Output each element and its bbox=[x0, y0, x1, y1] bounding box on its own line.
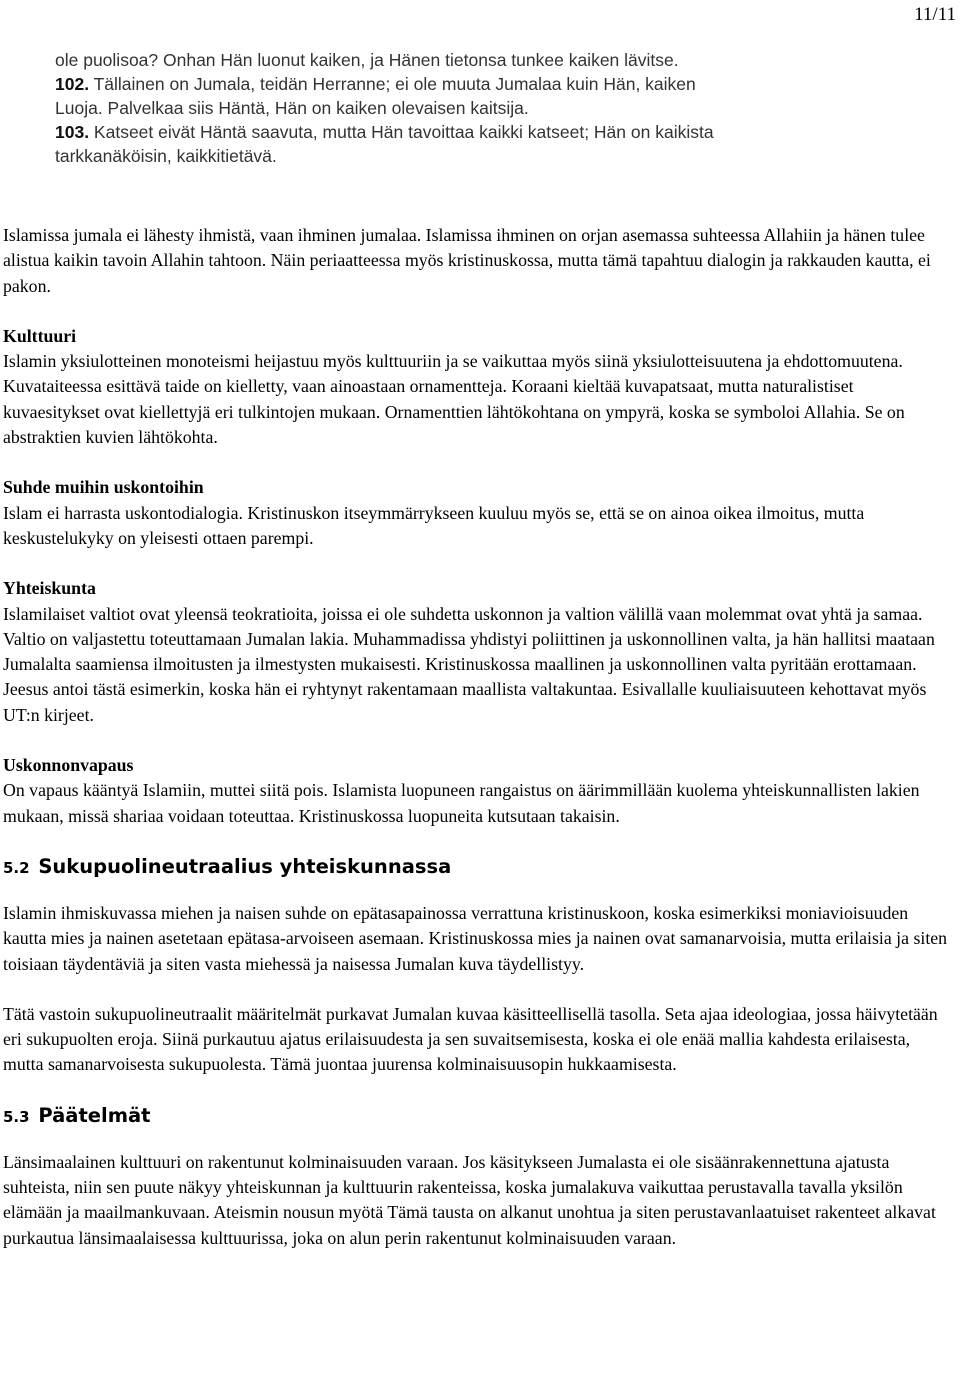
suhde-heading: Suhde muihin uskontoihin bbox=[3, 477, 204, 498]
quote-intro: ole puolisoa? Onhan Hän luonut kaiken, ja Hänen tietonsa tunkee kaiken lävitse. bbox=[55, 50, 679, 70]
uskonnonvapaus-heading: Uskonnonvapaus bbox=[3, 755, 134, 776]
section-5-3-number: 5.3 bbox=[3, 1107, 30, 1126]
section-5-2-heading bbox=[3, 854, 948, 881]
yhteiskunta-section bbox=[3, 576, 948, 728]
uskonnonvapaus-section bbox=[3, 753, 948, 829]
section-5-2-paragraph-1: Islamin ihmiskuvassa miehen ja naisen suhde on epätasapainossa verrattuna kristinuskoon, koska esimerkiksi moniavioisuuden kautta mies ja nainen asetetaan epätasa-arvoiseen asemaan. Kristinuskossa mies ja nainen ovat samanarvoisia, mutta erilaisia ja siten toisiaan täydentäviä ja siten vasta miehessä ja naisessa Jumalan kuva täydellistyy. bbox=[3, 902, 948, 974]
kulttuuri-section bbox=[3, 324, 948, 450]
suhde-text: Islam ei harrasta uskontodialogia. Kristinuskon itseymmärrykseen kuuluu myös se, että se on ainoa oikea ilmoitus, mutta keskustelukyky on yleisesti ottaen parempi. bbox=[3, 502, 865, 548]
intro-paragraph: Islamissa jumala ei lähesty ihmistä, vaan ihminen jumalaa. Islamissa ihminen on orjan asemassa suhteessa Allahiin ja hänen tulee alistua kaikin tavoin Allahin tahtoon. Näin periaatteessa myös kristinuskossa, mutta tämä tapahtuu dialogin ja rakkauden kautta, ei pakon. bbox=[3, 225, 931, 296]
section-5-2-number: 5.2 bbox=[3, 858, 30, 877]
page-number: 11/11 bbox=[914, 4, 956, 25]
koran-quote-block bbox=[55, 48, 745, 168]
document-body bbox=[3, 223, 948, 1251]
section-5-3-paragraph-1: Länsimaalainen kulttuuri on rakentunut kolminaisuuden varaan. Jos käsitykseen Jumalasta ei ole sisäänrakennettuna ajatusta suhteista, niin sen puute näkyy yhteiskunnan ja kulttuurin rakenteissa, koska jumalakuva vaikuttaa perustavalla tavalla yksilön elämään ja maailmankuvaan. Ateismin nousun myötä Tämä tausta on alkanut unohtua ja siten perustavanlaatuiset rakenteet alkavat purkautua länsimaalaisessa kulttuurissa, joka on alun perin rakentunut kolminaisuuden varaan. bbox=[3, 1151, 936, 1248]
verse-102-number: 102. bbox=[55, 74, 90, 94]
yhteiskunta-heading: Yhteiskunta bbox=[3, 578, 96, 599]
section-5-2-paragraph-2: Tätä vastoin sukupuolineutraalit määritelmät purkavat Jumalan kuvaa käsitteellisellä tasolla. Seta ajaa ideologiaa, jossa häivytetään eri sukupuolten eroja. Siinä purkautuu ajatus erilaisuudesta ja sen suvaitsemisesta, koska ei ole enää mallia kahdesta erilaisesta, mutta samanarvoisesta sukupuolesta. Tämä juontaa juurensa kolminaisuusopin hukkaamisesta. bbox=[3, 1003, 938, 1075]
section-5-3-title: Päätelmät bbox=[38, 1103, 151, 1127]
verse-102-text: Tällainen on Jumala, teidän Herranne; ei ole muuta Jumalaa kuin Hän, kaiken Luoja. Palvelkaa siis Häntä, Hän on kaiken olevaisen kaitsija. bbox=[55, 74, 696, 118]
uskonnonvapaus-text: On vapaus kääntyä Islamiin, muttei siitä pois. Islamista luopuneen rangaistus on äärimmillään kuolema yhteiskunnallisten lakien mukaan, missä shariaa voidaan toteuttaa. Kristinuskossa luopuneita kutsutaan takaisin. bbox=[3, 780, 920, 826]
verse-103-number: 103. bbox=[55, 122, 90, 142]
section-5-3-heading bbox=[3, 1103, 948, 1130]
yhteiskunta-text: Islamilaiset valtiot ovat yleensä teokratioita, joissa ei ole suhdetta uskonnon ja valtion välillä vaan molemmat ovat yhtä ja samaa. Valtio on valjastettu toteuttamaan Jumalan lakia. Muhammadissa yhdistyi poliittinen ja uskonnollinen valta, ja hän hallitsi maataan Jumalalta saamiensa ilmoitusten ja ilmestysten mukaisesti. Kristinuskossa maallinen ja uskonnollinen valta pyritään erottamaan. Jeesus antoi tästä esimerkin, koska hän ei ryhtynyt rakentamaan maallista valtakuntaa. Esivallalle kuuliaisuuteen kehottavat myös UT:n kirjeet. bbox=[3, 603, 935, 725]
kulttuuri-heading: Kulttuuri bbox=[3, 325, 77, 346]
kulttuuri-text: Islamin yksiulotteinen monoteismi heijastuu myös kulttuuriin ja se vaikuttaa myös siinä yksiulotteisuutena ja ehdottomuutena. Kuvataiteessa esittävä taide on kielletty, vaan ainoastaan ornamentteja. Koraani kieltää kuvapatsaat, mutta naturalistiset kuvaesitykset ovat kiellettyjä eri tulkintojen mukaan. Ornamenttien lähtökohtana on ympyrä, koska se symboloi Allahia. Se on abstraktien kuvien lähtökohta. bbox=[3, 351, 905, 448]
section-5-2-title: Sukupuolineutraalius yhteiskunnassa bbox=[38, 854, 452, 878]
suhde-section bbox=[3, 475, 948, 551]
verse-103-text: Katseet eivät Häntä saavuta, mutta Hän tavoittaa kaikki katseet; Hän on kaikista tarkkanäköisin, kaikkitietävä. bbox=[55, 122, 714, 166]
